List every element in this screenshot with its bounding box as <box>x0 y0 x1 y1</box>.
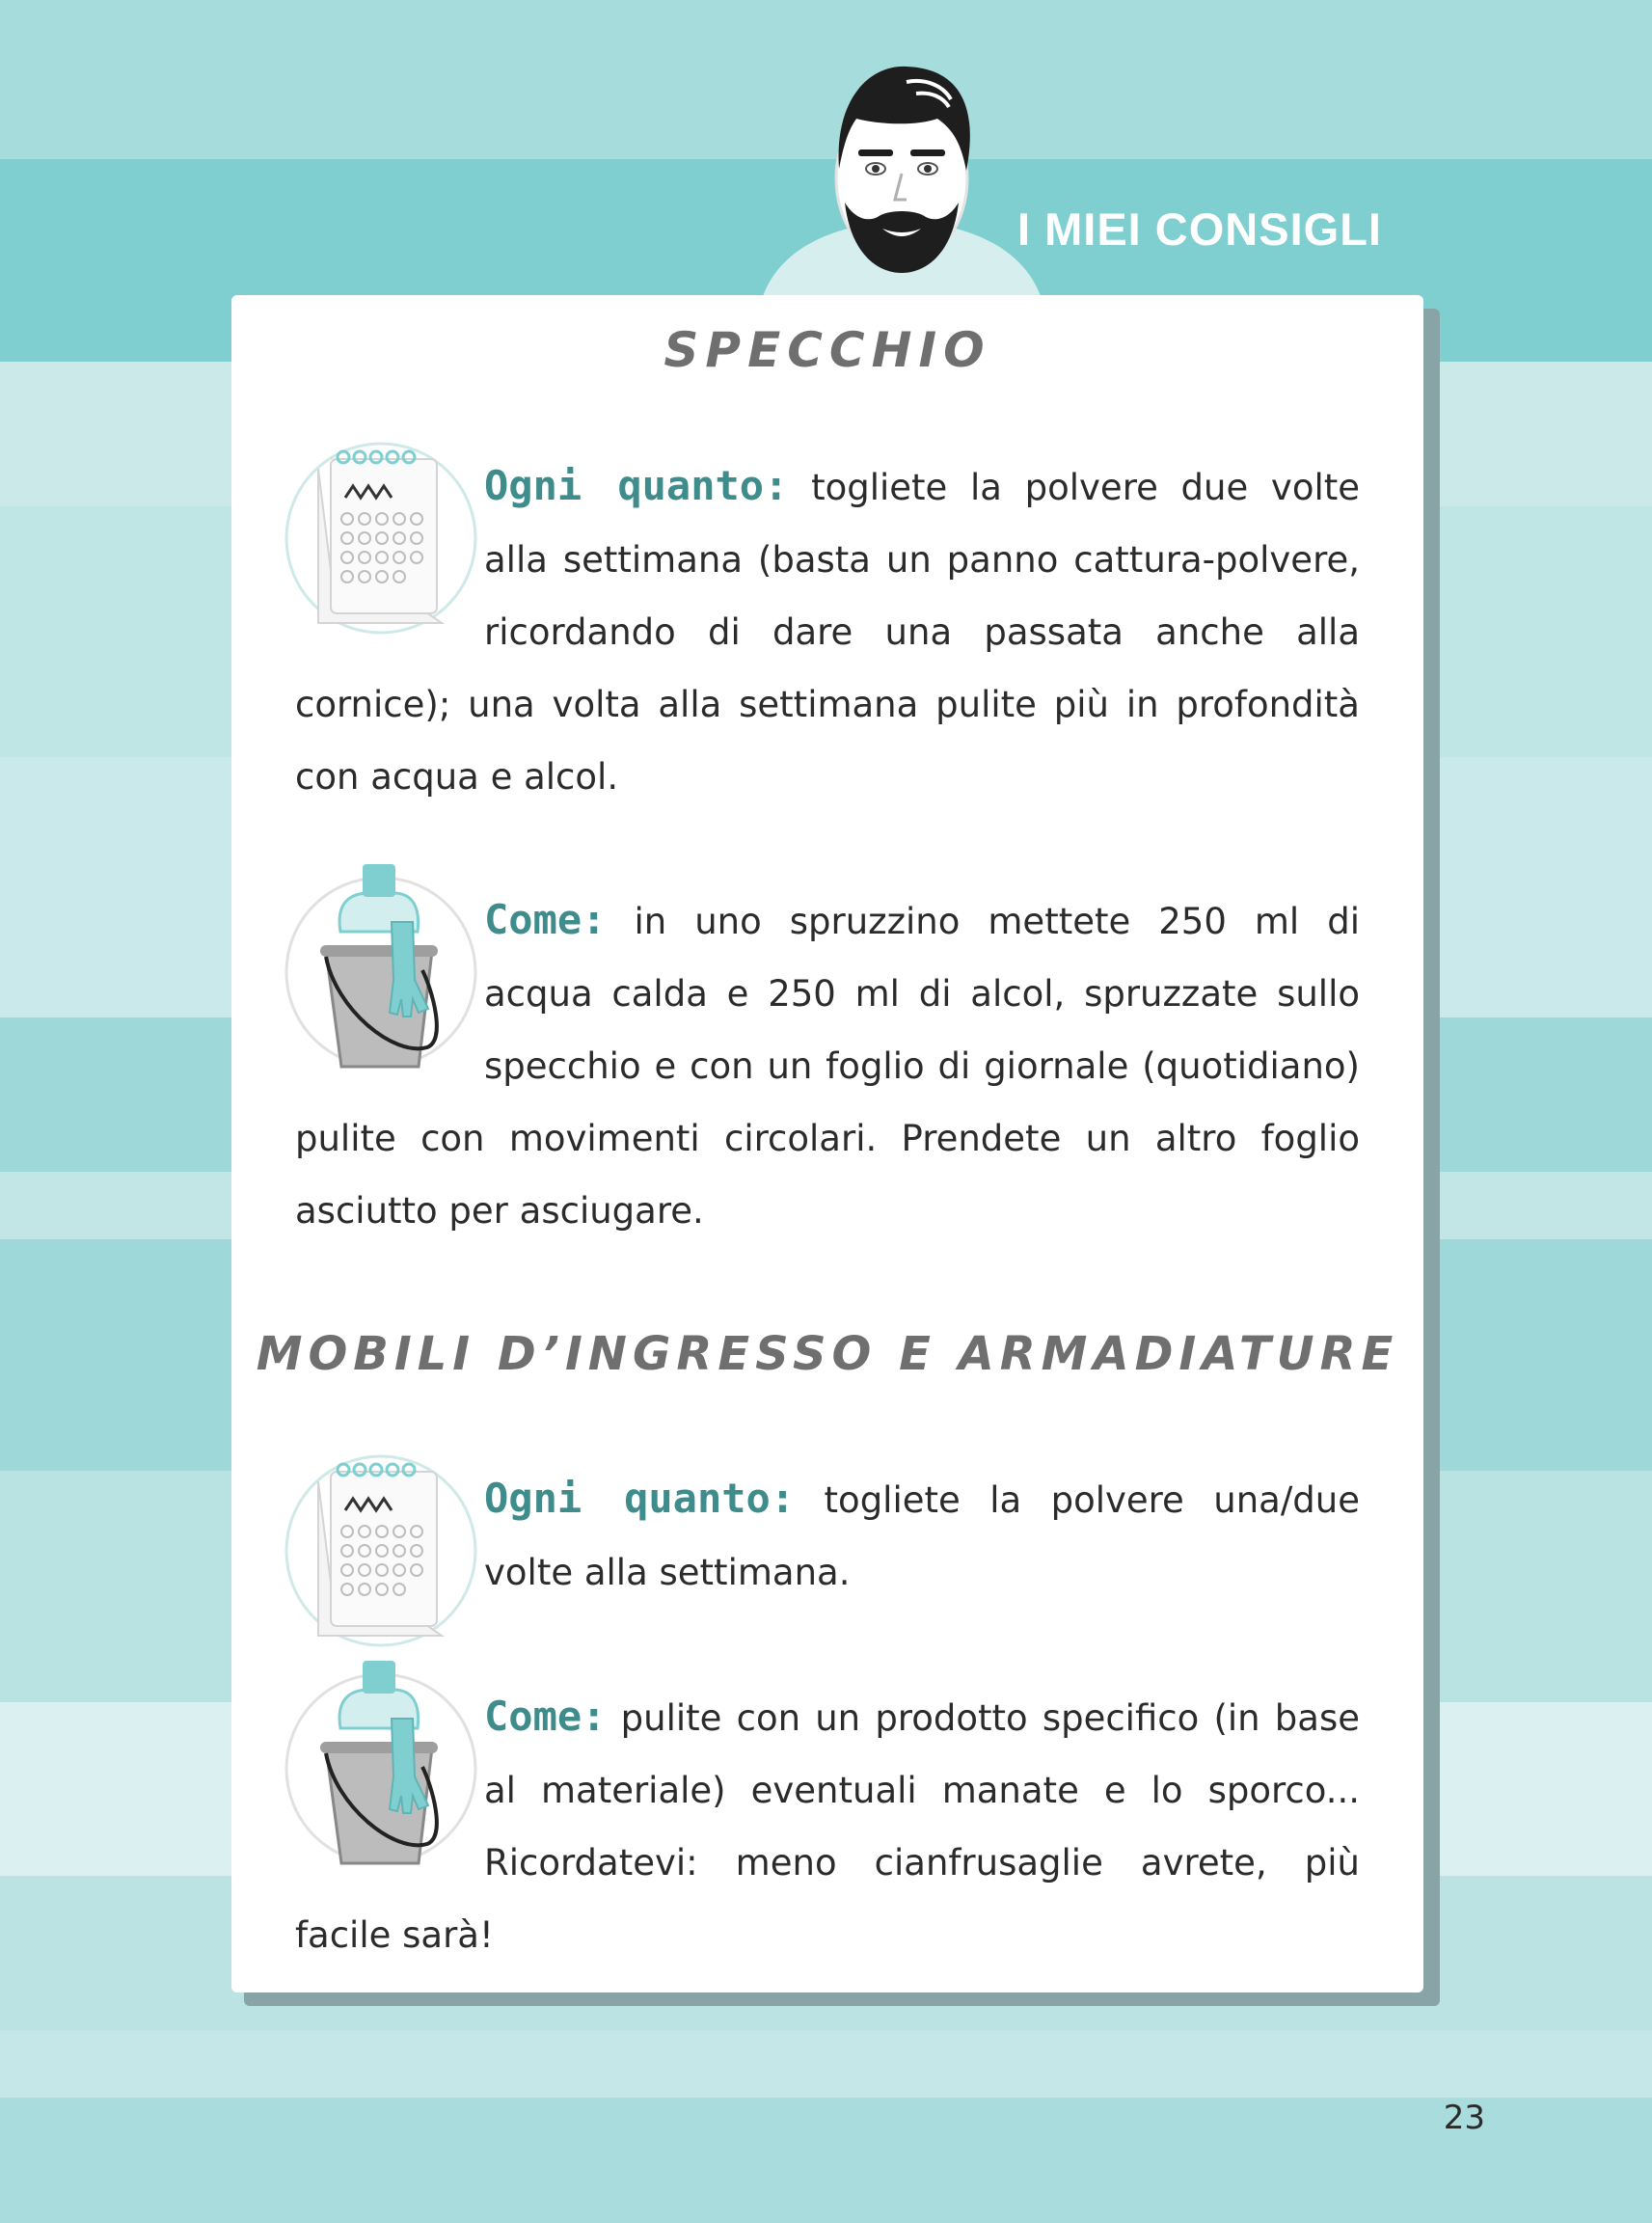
mirror-frequency-paragraph <box>295 449 1360 813</box>
calendar-icon <box>278 430 484 646</box>
bucket-cleaning-icon <box>278 864 484 1080</box>
bearded-man-avatar <box>762 53 1042 299</box>
section-title-furniture: MOBILI D’INGRESSO E ARMADIATURE <box>256 1327 1399 1381</box>
section-title-mirror: SPECCHIO <box>664 322 991 378</box>
bg-stripe <box>0 2030 1652 2098</box>
bg-stripe <box>0 2098 1652 2223</box>
frequency-text: togliete la polvere una/due volte alla settimana. <box>484 1479 1360 1593</box>
bucket-cleaning-icon <box>278 1661 484 1877</box>
method-label: Come: <box>484 896 607 943</box>
page-number: 23 <box>1443 2099 1485 2137</box>
method-label: Come: <box>484 1693 607 1740</box>
section-header-title: I MIEI CONSIGLI <box>1017 203 1382 255</box>
frequency-label: Ogni quanto: <box>484 1475 796 1522</box>
calendar-icon <box>278 1443 484 1659</box>
furniture-frequency-paragraph <box>295 1462 1360 1659</box>
method-text: in uno spruzzino mettete 250 ml di acqua calda e 250 ml di alcol, spruzzate sullo specchio e con un foglio di giornale (quotidiano) pulite con movimenti circolari. Prendete un altro foglio asciutto per asciugare. <box>295 901 1360 1232</box>
mirror-method-paragraph <box>295 883 1360 1247</box>
method-text: pulite con un prodotto specifico (in base al materiale) eventuali manate e lo sporco... Ricordatevi: meno cianfrusaglie avrete, più facile sarà! <box>295 1697 1361 1956</box>
frequency-label: Ogni quanto: <box>484 462 789 509</box>
tips-card <box>231 295 1423 1993</box>
frequency-text: togliete la polvere due volte alla settimana (basta un panno cattura-polvere, ricordando di dare una passata anche alla cornice); una volta alla settimana pulite più in profondità con acqua e alcol. <box>295 467 1361 798</box>
furniture-method-paragraph <box>295 1680 1360 1971</box>
